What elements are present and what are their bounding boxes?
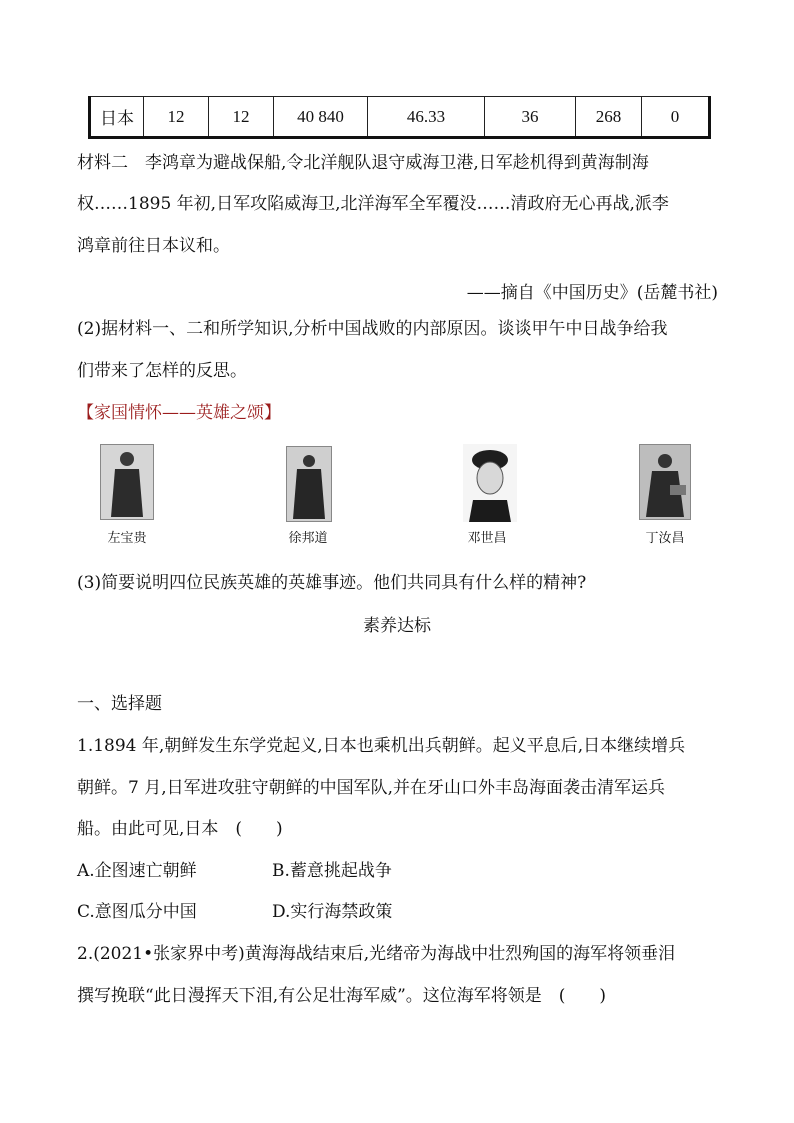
- section-title: 素养达标: [363, 616, 431, 636]
- table-cell: 日本: [90, 97, 144, 138]
- hero-caption: 左宝贵: [107, 531, 147, 546]
- fleet-data-table: [88, 96, 711, 139]
- portrait-deng-shichang: [463, 444, 517, 522]
- section-heading: 【家国情怀——英雄之颂】: [77, 403, 281, 423]
- option-d: D.实行海禁政策: [272, 902, 393, 922]
- table-cell: 268: [576, 97, 642, 138]
- q2-line: 2.(2021•张家界中考)黄海海战结束后,光绪帝为海战中壮烈殉国的海军将领垂泪: [77, 944, 676, 964]
- option-a: A.企图速亡朝鲜: [77, 861, 197, 881]
- table-cell: 40 840: [274, 97, 368, 138]
- portrait-xu-bangdao: [286, 446, 332, 522]
- option-c: C.意图瓜分中国: [77, 902, 197, 922]
- question3: (3)简要说明四位民族英雄的英雄事迹。他们共同具有什么样的精神?: [77, 573, 587, 593]
- table-row: [90, 97, 710, 138]
- question2-line: 们带来了怎样的反思。: [77, 361, 247, 381]
- q2-line: 撰写挽联“此日漫挥天下泪,有公足壮海军威”。这位海军将领是 ( ): [77, 986, 607, 1006]
- hero-caption: 邓世昌: [467, 531, 507, 546]
- q1-line: 1.1894 年,朝鲜发生东学党起义,日本也乘机出兵朝鲜。起义平息后,日本继续增兵: [77, 736, 686, 756]
- table-cell: 36: [485, 97, 576, 138]
- portrait-ding-ruchang: [639, 444, 691, 520]
- portrait-zuo-baogui: [100, 444, 154, 520]
- hero-caption: 徐邦道: [288, 531, 328, 546]
- material2-line: 权……1895 年初,日军攻陷威海卫,北洋海军全军覆没……清政府无心再战,派李: [77, 194, 669, 214]
- q1-line: 朝鲜。7 月,日军进攻驻守朝鲜的中国军队,并在牙山口外丰岛海面袭击清军运兵: [77, 778, 666, 798]
- material2-line: 材料二 李鸿章为避战保船,令北洋舰队退守威海卫港,日军趁机得到黄海制海: [77, 153, 649, 173]
- question2-line: (2)据材料一、二和所学知识,分析中国战败的内部原因。谈谈甲午中日战争给我: [77, 319, 668, 339]
- table-cell: 12: [144, 97, 209, 138]
- table-cell: 0: [642, 97, 710, 138]
- q1-line: 船。由此可见,日本 ( ): [77, 819, 283, 839]
- material2-source: ——摘自《中国历史》(岳麓书社): [466, 283, 718, 303]
- hero-caption: 丁汝昌: [645, 531, 685, 546]
- table-cell: 12: [209, 97, 274, 138]
- part-heading: 一、选择题: [77, 694, 162, 714]
- material2-line: 鸿章前往日本议和。: [77, 236, 230, 256]
- option-b: B.蓄意挑起战争: [272, 861, 392, 881]
- table-cell: 46.33: [368, 97, 485, 138]
